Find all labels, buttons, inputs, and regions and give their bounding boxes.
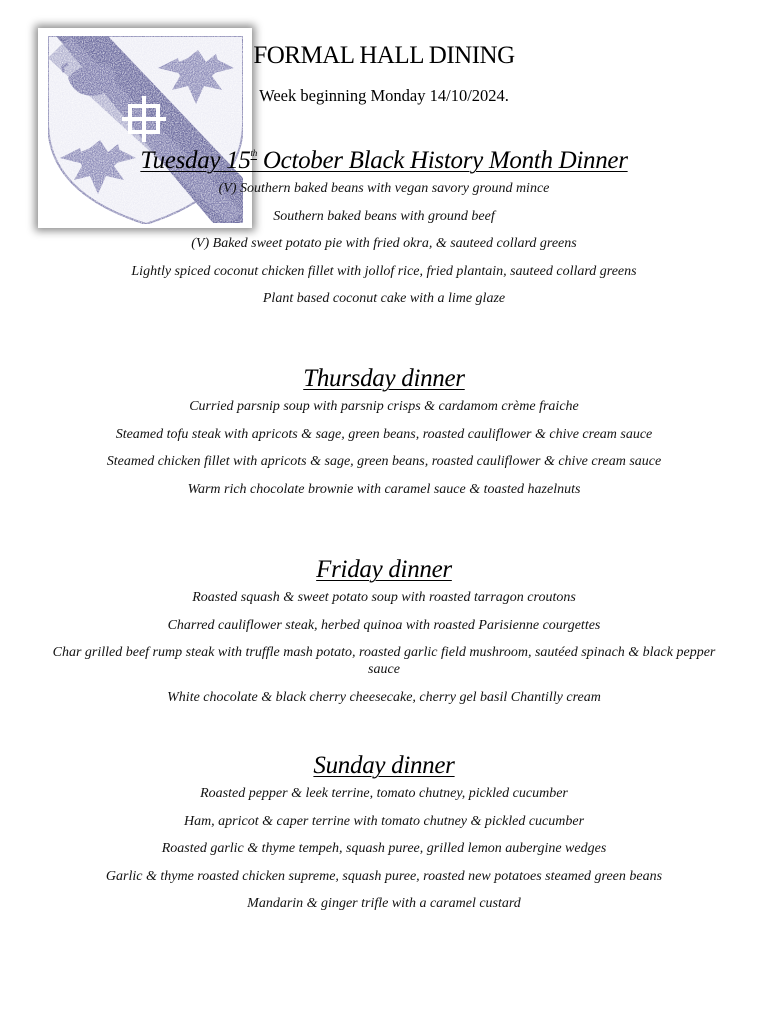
- menu-item: Char grilled beef rump steak with truffle mash potato, roasted garlic field mushroom, sautéed spinach & black pepper sauce: [52, 645, 716, 677]
- menu-item: Roasted squash & sweet potato soup with roasted tarragon croutons: [192, 590, 576, 605]
- menu-item: White chocolate & black cherry cheesecake, cherry gel basil Chantilly cream: [167, 689, 601, 705]
- menu-item: Roasted garlic & thyme tempeh, squash puree, grilled lemon aubergine wedges: [161, 841, 607, 856]
- section-thursday: [40, 365, 728, 508]
- menu-list-tuesday: [40, 180, 728, 307]
- menu-item: Mandarin & ginger trifle with a caramel custard: [247, 896, 521, 911]
- section-heading-tuesday: [40, 147, 728, 175]
- heading-tuesday-post: October Black History Month Dinner: [256, 147, 628, 174]
- section-sunday: [40, 752, 728, 923]
- menu-item: Steamed chicken fillet with apricots & sage, green beans, roasted cauliflower & chive cream sauce: [106, 454, 662, 469]
- menu-list-friday: [40, 589, 728, 706]
- section-heading-friday: Friday dinner: [316, 556, 452, 583]
- menu-item: Charred cauliflower steak, herbed quinoa with roasted Parisienne courgettes: [167, 617, 601, 633]
- menu-item: Curried parsnip soup with parsnip crisps & cardamom crème fraiche: [189, 399, 579, 414]
- section-heading-sunday: Sunday dinner: [313, 752, 455, 779]
- section-tuesday: [40, 147, 728, 318]
- week-subtitle: Week beginning Monday 14/10/2024.: [259, 86, 509, 105]
- menu-item: (V) Baked sweet potato pie with fried okra, & sauteed collard greens: [191, 236, 577, 251]
- menu-item: Southern baked beans with ground beef: [273, 208, 495, 224]
- menu-item: Roasted pepper & leek terrine, tomato chutney, pickled cucumber: [200, 786, 568, 801]
- menu-item: Steamed tofu steak with apricots & sage, green beans, roasted cauliflower & chive cream sauce: [115, 426, 653, 442]
- page-title: FORMAL HALL DINING: [253, 42, 515, 69]
- menu-item: Lightly spiced coconut chicken fillet with jollof rice, fried plantain, sauteed collard greens: [131, 263, 637, 279]
- menu-list-thursday: [40, 398, 728, 498]
- menu-item: Ham, apricot & caper terrine with tomato chutney & pickled cucumber: [183, 813, 585, 829]
- menu-item: Warm rich chocolate brownie with caramel sauce & toasted hazelnuts: [187, 481, 581, 497]
- section-friday: [40, 556, 728, 716]
- menu-item: Plant based coconut cake with a lime glaze: [262, 291, 506, 306]
- heading-tuesday-sup: th: [250, 148, 257, 158]
- section-heading-thursday: Thursday dinner: [303, 365, 465, 392]
- heading-tuesday-pre: Tuesday 15: [140, 147, 251, 174]
- menu-item: (V) Southern baked beans with vegan savory ground mince: [218, 181, 550, 196]
- menu-list-sunday: [40, 785, 728, 912]
- menu-item: Garlic & thyme roasted chicken supreme, squash puree, roasted new potatoes steamed green beans: [105, 868, 663, 884]
